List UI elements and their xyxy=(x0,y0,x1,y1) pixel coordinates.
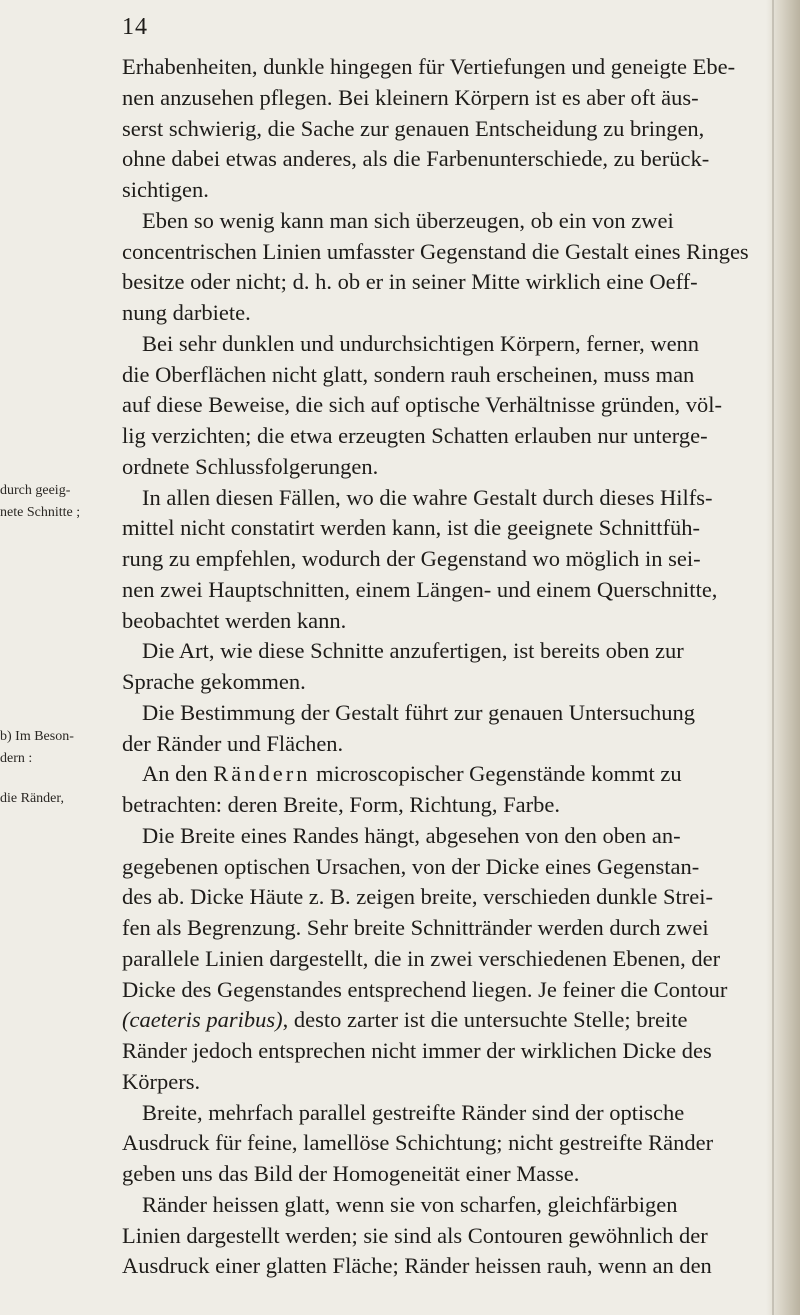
margin-note-line: durch geeig- xyxy=(0,483,71,498)
text-line: Die Breite eines Randes hängt, abgesehen von den oben an- xyxy=(142,822,681,848)
spaced-term: Rändern xyxy=(213,761,311,787)
text-line: Eben so wenig kann man sich überzeugen, ob ein von zwei xyxy=(142,207,674,233)
text-run: , desto zarter ist die untersuchte Stelle; breite xyxy=(282,1007,688,1033)
text-line: Ausdruck für feine, lamellöse Schichtung; nicht gestreifte Ränder xyxy=(122,1130,714,1156)
page-edge-line xyxy=(772,0,774,1315)
page-number: 14 xyxy=(122,14,148,40)
text-line: parallele Linien dargestellt, die in zwei verschiedenen Ebenen, der xyxy=(122,945,721,971)
text-line: Körpers. xyxy=(122,1068,201,1094)
text-line: geben uns das Bild der Homogeneität einer Masse. xyxy=(122,1161,580,1186)
text-line: concentrischen Linien umfasster Gegenstand die Gestalt eines Ringes xyxy=(122,238,749,264)
text-line xyxy=(122,1005,767,1036)
text-line: fen als Begrenzung. Sehr breite Schnittränder werden durch zwei xyxy=(122,915,709,940)
text-line: Die Bestimmung der Gestalt führt zur genauen Untersuchung xyxy=(142,699,695,725)
text-line: Ränder jedoch entsprechen nicht immer der wirklichen Dicke des xyxy=(122,1038,712,1063)
text-line: betrachten: deren Breite, Form, Richtung, Farbe. xyxy=(122,792,560,817)
text-line: rung zu empfehlen, wodurch der Gegenstand wo möglich in sei- xyxy=(122,546,701,571)
text-line: serst schwierig, die Sache zur genauen Entscheidung zu bringen, xyxy=(122,115,705,141)
text-line: Ränder heissen glatt, wenn sie von scharfen, gleichfärbigen xyxy=(142,1191,678,1217)
margin-note-line: nete Schnitte ; xyxy=(0,505,81,520)
margin-note-line: b) Im Beson- xyxy=(0,729,74,744)
text-line: die Oberflächen nicht glatt, sondern rauh erscheinen, muss man xyxy=(122,361,695,387)
text-line: Dicke des Gegenstandes entsprechend liegen. Je feiner die Contour xyxy=(122,976,728,1002)
margin-note-line: die Ränder, xyxy=(0,791,64,806)
text-line: ordnete Schlussfolgerungen. xyxy=(122,453,379,479)
text-line: nen anzusehen pflegen. Bei kleinern Körpern ist es aber oft äus- xyxy=(122,84,699,110)
text-line: sichtigen. xyxy=(122,177,209,202)
margin-note-line: dern : xyxy=(0,751,33,766)
text-line: Breite, mehrfach parallel gestreifte Ränder sind der optische xyxy=(142,1099,685,1125)
margin-note-besondern xyxy=(0,726,118,770)
margin-note-raender xyxy=(0,788,118,810)
latin-phrase: (caeteris paribus) xyxy=(122,1007,283,1033)
text-line: Erhabenheiten, dunkle hingegen für Vertiefungen und geneigte Ebe- xyxy=(122,54,736,79)
text-line xyxy=(122,759,767,790)
text-line: auf diese Beweise, die sich auf optische Verhältnisse gründen, völ- xyxy=(122,392,723,418)
text-line: der Ränder und Flächen. xyxy=(122,730,344,756)
text-run: microscopischer Gegenstände kommt zu xyxy=(310,761,682,787)
body-text xyxy=(122,52,767,1282)
text-line: gegebenen optischen Ursachen, von der Dicke eines Gegenstan- xyxy=(122,853,700,879)
text-line: Die Art, wie diese Schnitte anzufertigen, ist bereits oben zur xyxy=(142,638,684,664)
text-line: Bei sehr dunklen und undurchsichtigen Körpern, ferner, wenn xyxy=(142,330,700,356)
text-line: des ab. Dicke Häute z. B. zeigen breite, verschieden dunkle Strei- xyxy=(122,884,714,910)
text-line: Linien dargestellt werden; sie sind als Contouren gewöhnlich der xyxy=(122,1222,708,1248)
text-line: lig verzichten; die etwa erzeugten Schatten erlauben nur unterge- xyxy=(122,423,708,448)
text-line: ohne dabei etwas anderes, als die Farbenunterschiede, zu berück- xyxy=(122,146,710,172)
text-line: mittel nicht constatirt werden kann, ist die geeignete Schnittfüh- xyxy=(122,515,700,541)
text-run: An den xyxy=(142,761,214,787)
text-line: nung darbiete. xyxy=(122,300,251,325)
text-line: In allen diesen Fällen, wo die wahre Gestalt durch dieses Hilfs- xyxy=(142,484,713,510)
margin-note-schnitte xyxy=(0,480,118,524)
text-line: beobachtet werden kann. xyxy=(122,607,347,633)
text-line: nen zwei Hauptschnitten, einem Längen- und einem Querschnitte, xyxy=(122,576,718,602)
text-line: Sprache gekommen. xyxy=(122,669,306,694)
text-line: besitze oder nicht; d. h. ob er in seiner Mitte wirklich eine Oeff- xyxy=(122,269,698,295)
text-line: Ausdruck einer glatten Fläche; Ränder heissen rauh, wenn an den xyxy=(122,1253,712,1279)
